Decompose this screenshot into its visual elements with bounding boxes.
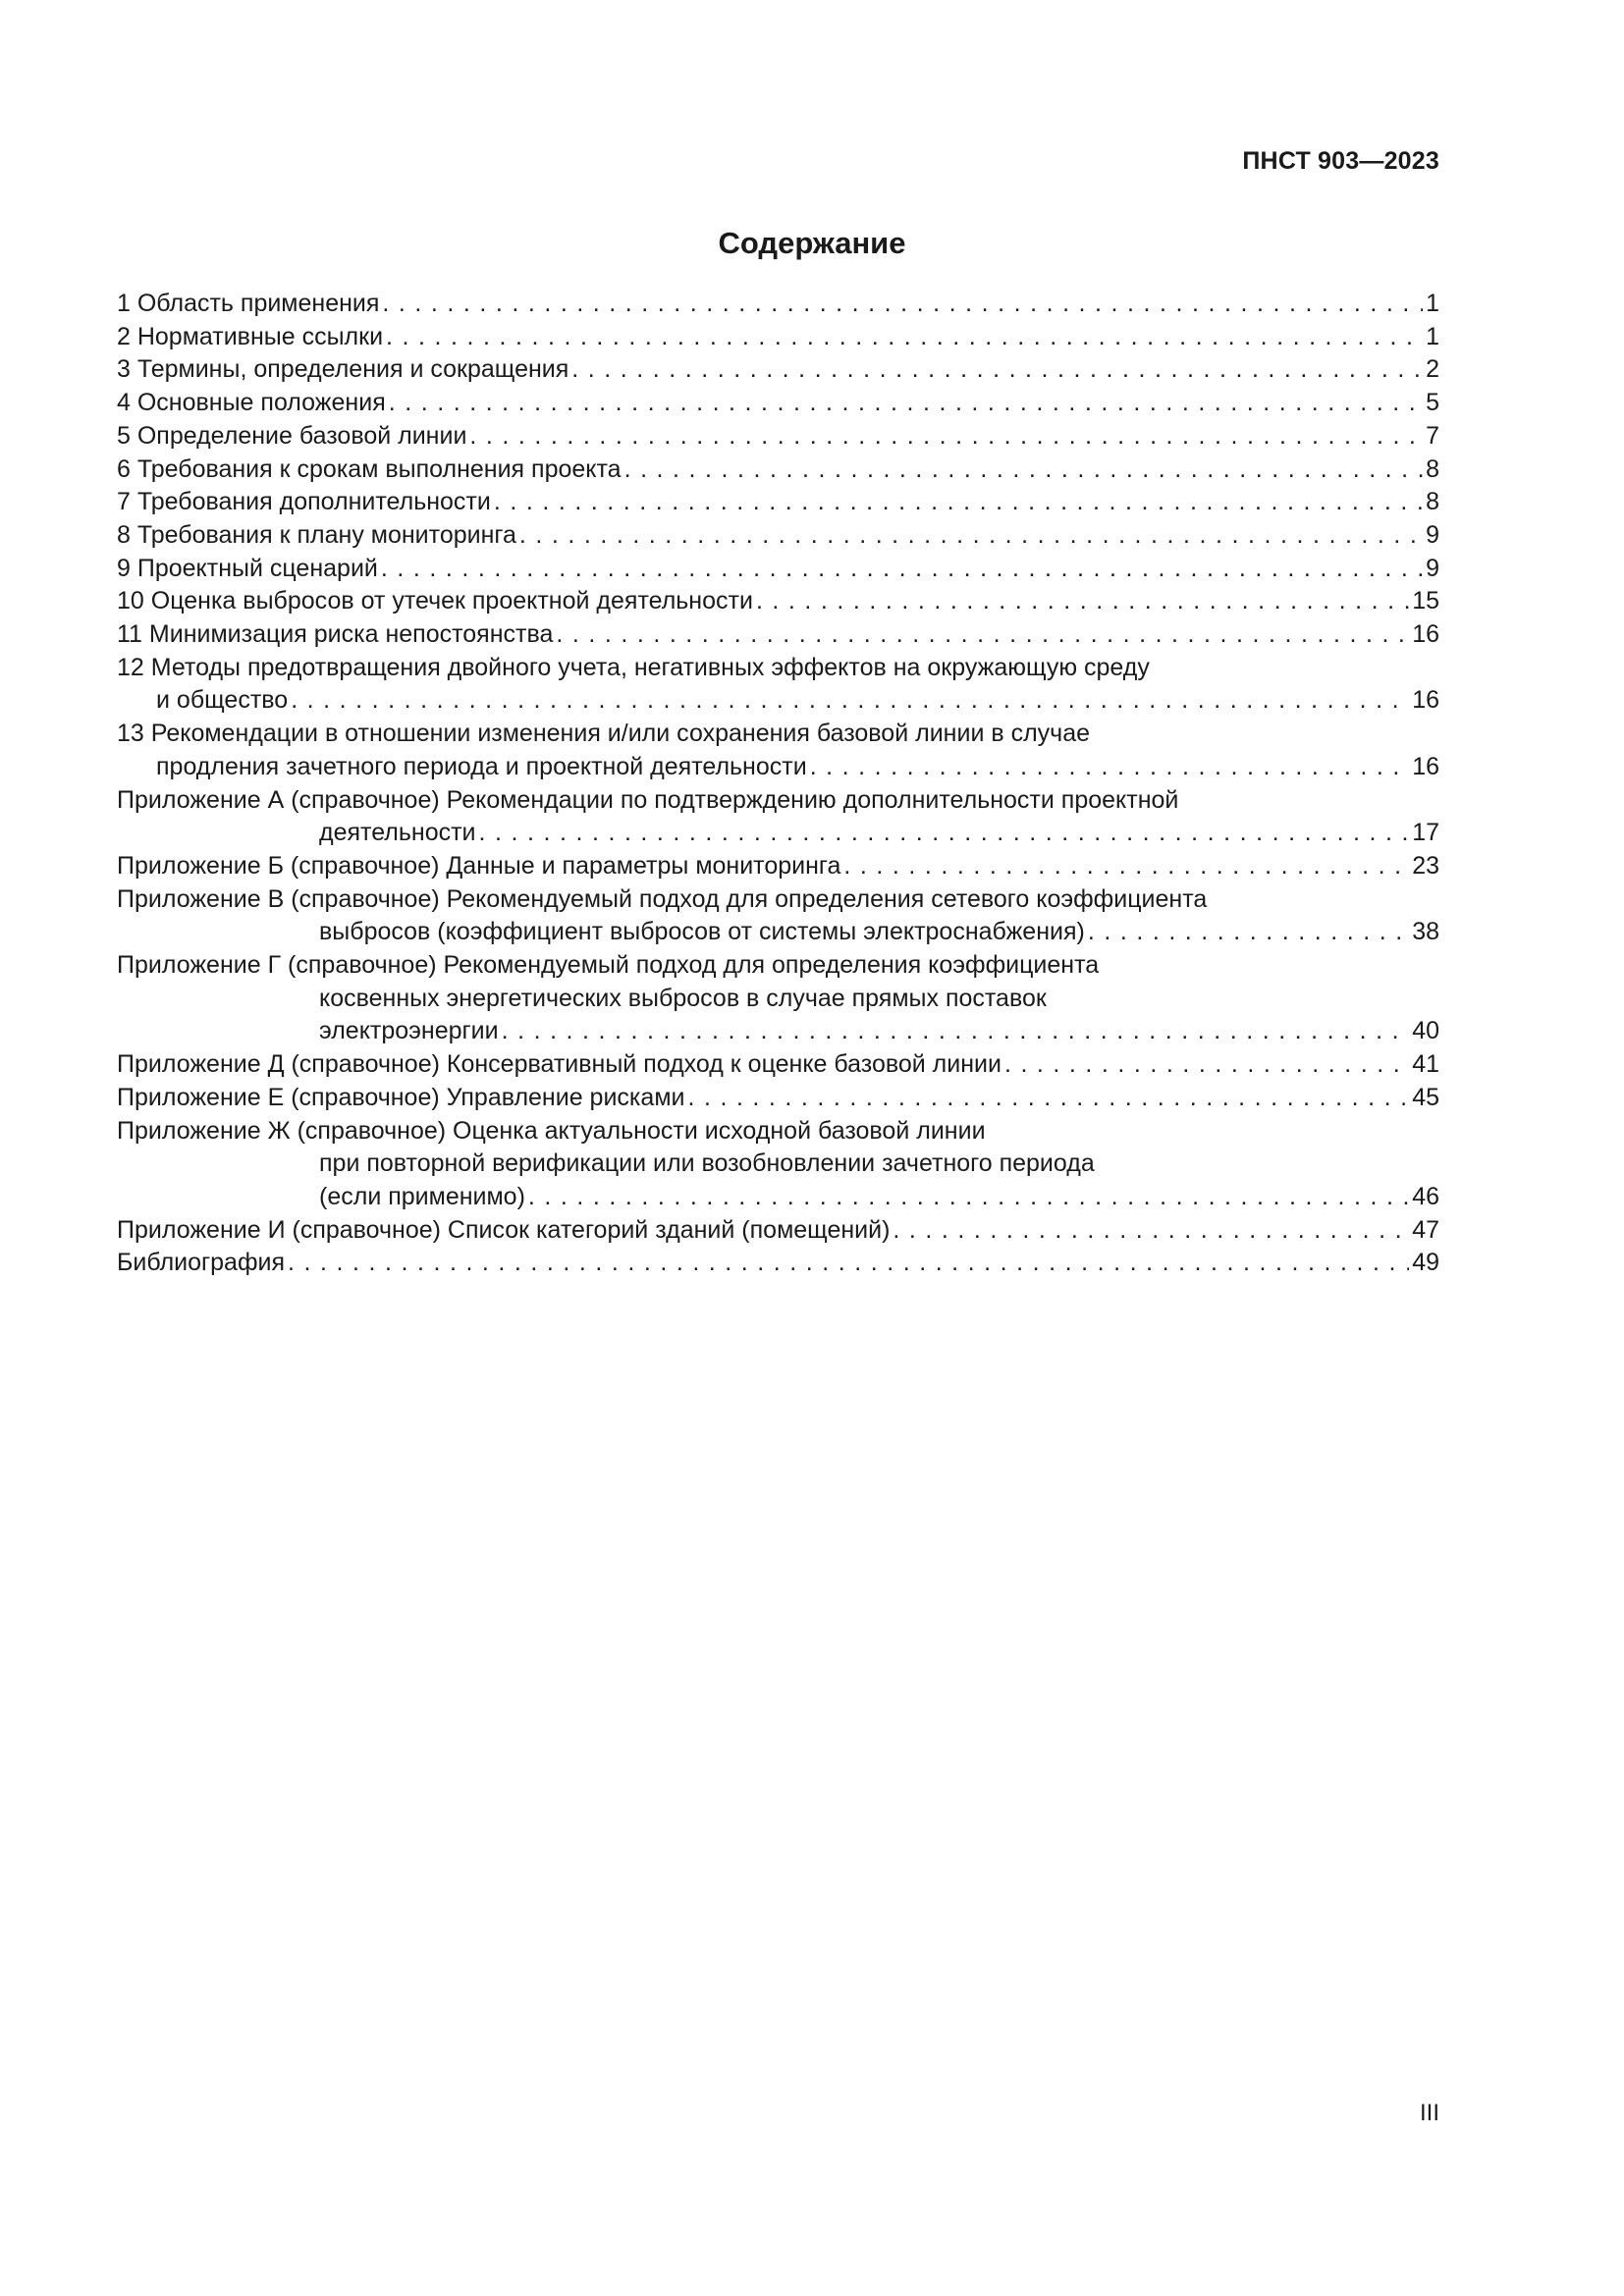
toc-page-number: 9 — [1426, 554, 1439, 582]
toc-entry-text: 1 Область применения — [117, 290, 380, 317]
toc-entry[interactable] — [117, 486, 1439, 519]
toc-entry-text: 5 Определение базовой линии — [117, 421, 467, 450]
toc-entry[interactable] — [117, 585, 1439, 618]
toc-page-number: 40 — [1412, 1017, 1439, 1045]
toc-page-number: 47 — [1412, 1215, 1439, 1244]
toc-entry-text: деятельности — [319, 819, 476, 847]
toc-entry[interactable] — [117, 420, 1439, 454]
toc-page-number: 23 — [1412, 851, 1439, 880]
toc-entry[interactable] — [117, 1048, 1439, 1082]
table-of-contents — [117, 288, 1439, 1280]
toc-entry-text: 9 Проектный сценарий — [117, 554, 378, 582]
toc-entry-text: 6 Требования к срокам выполнения проекта — [117, 454, 622, 483]
toc-entry-text: Приложение Е (справочное) Управление рисками — [117, 1083, 685, 1111]
toc-entry[interactable] — [117, 387, 1439, 420]
toc-page-number: 2 — [1426, 355, 1439, 384]
toc-entry-text: (если применимо) — [319, 1182, 525, 1210]
toc-leader-dots — [494, 486, 1423, 519]
toc-entry-text: и общество — [156, 686, 289, 715]
toc-page-number: 1 — [1426, 290, 1439, 317]
toc-leader-dots — [528, 1181, 1409, 1214]
toc-entry-text: электроэнергии — [319, 1017, 499, 1045]
toc-entry[interactable] — [117, 850, 1439, 883]
toc-entry-text: 12 Методы предотвращения двойного учета, негативных эффектов на окружающую среду — [117, 653, 1150, 681]
toc-entry[interactable] — [117, 321, 1439, 354]
toc-entry[interactable] — [117, 618, 1439, 652]
toc-entry[interactable] — [117, 1214, 1439, 1248]
toc-page-number: 8 — [1426, 454, 1439, 483]
toc-entry[interactable] — [117, 784, 1439, 850]
toc-page-number: 45 — [1412, 1083, 1439, 1111]
toc-page-number: 9 — [1426, 520, 1439, 549]
toc-entry-text: продления зачетного периода и проектной деятельности — [156, 752, 807, 780]
toc-entry-text: Приложение Д (справочное) Консервативный подход к оценке базовой линии — [117, 1050, 1001, 1079]
toc-entry[interactable] — [117, 949, 1439, 1048]
toc-page-number: 46 — [1412, 1182, 1439, 1210]
toc-entry-text: выбросов (коэффициент выбросов от системы электроснабжения) — [319, 918, 1085, 946]
page-number: III — [1419, 2100, 1439, 2126]
toc-page-number: 8 — [1426, 488, 1439, 516]
toc-page-number: 41 — [1412, 1050, 1439, 1079]
toc-leader-dots — [288, 1247, 1409, 1280]
toc-entry[interactable] — [117, 718, 1439, 783]
toc-leader-dots — [382, 288, 1423, 321]
toc-leader-dots — [624, 454, 1424, 487]
toc-leader-dots — [756, 585, 1409, 618]
toc-page-number: 49 — [1412, 1249, 1439, 1277]
toc-page-number: 17 — [1412, 819, 1439, 847]
toc-entry-text: Приложение В (справочное) Рекомендуемый подход для определения сетевого коэффициента — [117, 884, 1208, 913]
toc-entry[interactable] — [117, 883, 1439, 949]
toc-leader-dots — [1004, 1048, 1409, 1082]
toc-entry[interactable] — [117, 553, 1439, 586]
toc-page-number: 16 — [1412, 752, 1439, 780]
toc-page-number: 5 — [1426, 389, 1439, 417]
toc-entry-text: Приложение И (справочное) Список категорий зданий (помещений) — [117, 1215, 891, 1244]
toc-entry[interactable] — [117, 288, 1439, 321]
toc-leader-dots — [381, 553, 1423, 586]
toc-entry[interactable] — [117, 1082, 1439, 1115]
toc-leader-dots — [386, 321, 1423, 354]
toc-page-number: 16 — [1412, 620, 1439, 649]
toc-entry-text: Приложение А (справочное) Рекомендации по подтверждению дополнительности проектной — [117, 785, 1179, 814]
toc-leader-dots — [291, 684, 1409, 718]
toc-leader-dots — [843, 850, 1409, 883]
toc-leader-dots — [556, 618, 1409, 652]
toc-leader-dots — [502, 1015, 1410, 1048]
toc-entry-text: 8 Требования к плану мониторинга — [117, 520, 516, 549]
toc-leader-dots — [479, 817, 1410, 850]
toc-leader-dots — [519, 519, 1423, 553]
toc-leader-dots — [389, 387, 1423, 420]
toc-entry-text: 3 Термины, определения и сокращения — [117, 355, 569, 384]
toc-page-number: 7 — [1426, 421, 1439, 450]
toc-entry[interactable] — [117, 519, 1439, 553]
toc-entry-text: 7 Требования дополнительности — [117, 488, 491, 516]
toc-leader-dots — [687, 1082, 1409, 1115]
toc-title: Содержание — [718, 226, 906, 260]
toc-entry[interactable] — [117, 1247, 1439, 1280]
toc-entry-text: косвенных энергетических выбросов в случае прямых поставок — [319, 984, 1047, 1012]
toc-entry[interactable] — [117, 1115, 1439, 1214]
toc-entry-text: Приложение Г (справочное) Рекомендуемый подход для определения коэффициента — [117, 951, 1100, 980]
toc-page-number: 15 — [1412, 587, 1439, 615]
toc-entry-text: 4 Основные положения — [117, 389, 386, 417]
toc-entry[interactable] — [117, 353, 1439, 387]
toc-page-number: 16 — [1412, 686, 1439, 715]
toc-entry-text: Приложение Ж (справочное) Оценка актуальности исходной базовой линии — [117, 1116, 986, 1145]
toc-entry-text: 2 Нормативные ссылки — [117, 322, 384, 350]
toc-entry[interactable] — [117, 454, 1439, 487]
toc-page-number: 1 — [1426, 322, 1439, 350]
toc-leader-dots — [571, 353, 1423, 387]
toc-entry-text: при повторной верификации или возобновлении зачетного периода — [319, 1149, 1095, 1178]
toc-leader-dots — [893, 1214, 1409, 1248]
toc-leader-dots — [469, 420, 1423, 454]
toc-page-number: 38 — [1412, 918, 1439, 946]
toc-entry-text: 13 Рекомендации в отношении изменения и/или сохранения базовой линии в случае — [117, 720, 1091, 748]
document-code: ПНСТ 903—2023 — [1242, 147, 1439, 175]
toc-entry[interactable] — [117, 652, 1439, 718]
toc-entry-text: Приложение Б (справочное) Данные и параметры мониторинга — [117, 851, 841, 880]
toc-entry-text: 10 Оценка выбросов от утечек проектной деятельности — [117, 587, 753, 615]
toc-leader-dots — [810, 751, 1410, 784]
toc-leader-dots — [1088, 916, 1409, 949]
toc-entry-text: 11 Минимизация риска непостоянства — [117, 620, 554, 649]
toc-entry-text: Библиография — [117, 1249, 286, 1277]
